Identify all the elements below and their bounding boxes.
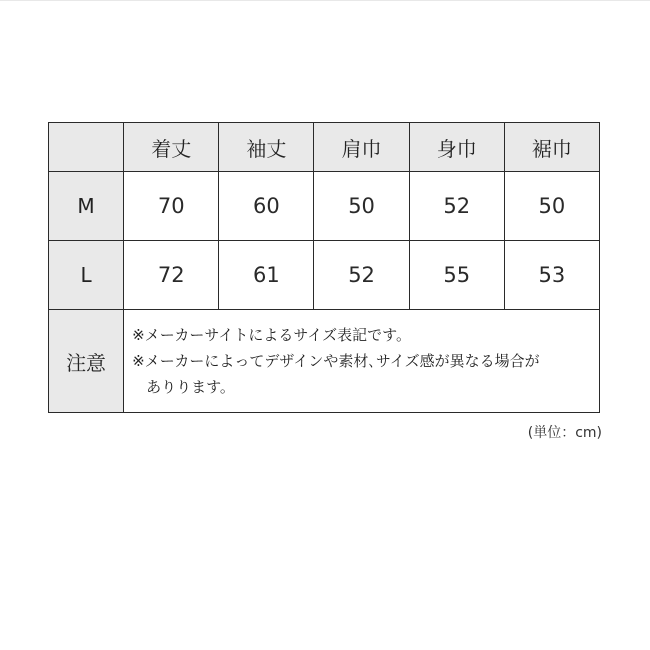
corner-cell	[49, 123, 124, 172]
column-header-sleeve: 袖丈	[219, 123, 314, 172]
column-header-chest: 身巾	[409, 123, 504, 172]
note-row	[49, 310, 600, 413]
column-header-hem: 裾巾	[504, 123, 599, 172]
table-cell: 53	[504, 241, 599, 310]
note-label: 注意	[49, 310, 124, 413]
column-header-shoulder: 肩巾	[314, 123, 409, 172]
note-line-3: ありります。	[146, 378, 235, 396]
note-text	[124, 310, 600, 413]
header-row	[49, 123, 600, 172]
size-row-m	[49, 172, 600, 241]
table-cell: 55	[409, 241, 504, 310]
column-header-length: 着丈	[124, 123, 219, 172]
table-cell: 50	[504, 172, 599, 241]
note-line-1: ※メーカーサイトによるサイズ表記です。	[132, 326, 411, 344]
top-divider	[0, 0, 650, 1]
unit-caption: (単位：cm)	[527, 425, 602, 441]
table-cell: 52	[409, 172, 504, 241]
size-row-l	[49, 241, 600, 310]
table-cell: 60	[219, 172, 314, 241]
table-cell: 72	[124, 241, 219, 310]
size-chart-table	[48, 122, 600, 413]
note-line-2: ※メーカーによってデザインや素材､サイズ感が異なる場合が	[132, 352, 540, 370]
table-cell: 61	[219, 241, 314, 310]
table-cell: 50	[314, 172, 409, 241]
table-cell: 52	[314, 241, 409, 310]
row-label-l: L	[49, 241, 124, 310]
row-label-m: M	[49, 172, 124, 241]
table-cell: 70	[124, 172, 219, 241]
